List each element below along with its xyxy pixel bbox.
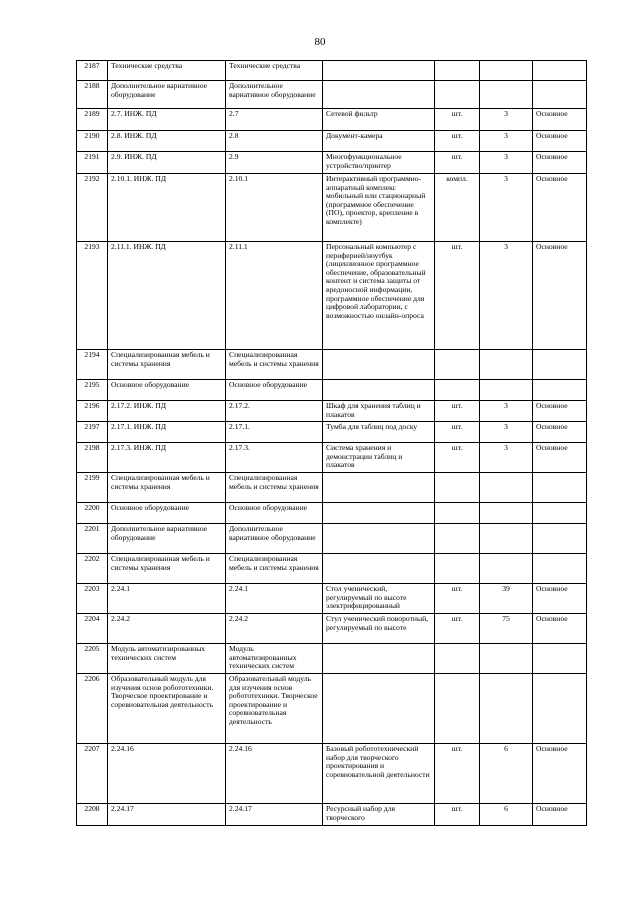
item-name-cell: 2.17.2. ИНЖ. ПД (108, 401, 226, 422)
item-code-cell: 2.7 (226, 109, 323, 131)
quantity-cell (480, 81, 533, 109)
item-description-cell (323, 81, 435, 109)
row-number-cell: 2199 (77, 473, 108, 503)
unit-cell: шт. (435, 131, 480, 152)
quantity-cell (480, 674, 533, 744)
item-code-cell: 2.10.1 (226, 174, 323, 242)
unit-cell: шт. (435, 242, 480, 350)
unit-cell: шт. (435, 152, 480, 174)
quantity-cell (480, 503, 533, 524)
table-row (77, 503, 587, 524)
table-row (77, 401, 587, 422)
unit-cell: шт. (435, 401, 480, 422)
quantity-cell: 39 (480, 584, 533, 614)
row-number-cell: 2205 (77, 644, 108, 674)
item-code-cell: Модуль автоматизированных технических систем (226, 644, 323, 674)
equipment-type-cell: Основное (533, 584, 587, 614)
equipment-type-cell: Основное (533, 131, 587, 152)
item-code-cell: Специализированная мебель и системы хранения (226, 473, 323, 503)
item-code-cell: Образовательный модуль для изучения основ робототехники. Творческое проектирование и соревновательная деятельность (226, 674, 323, 744)
unit-cell (435, 644, 480, 674)
item-description-cell: Многофункциональное устройство/принтер (323, 152, 435, 174)
equipment-type-cell (533, 524, 587, 554)
item-description-cell (323, 524, 435, 554)
item-description-cell (323, 350, 435, 380)
row-number-cell: 2206 (77, 674, 108, 744)
row-number-cell: 2201 (77, 524, 108, 554)
equipment-type-cell (533, 503, 587, 524)
unit-cell (435, 380, 480, 401)
row-number-cell: 2189 (77, 109, 108, 131)
equipment-type-cell: Основное (533, 152, 587, 174)
item-code-cell: Основное оборудование (226, 503, 323, 524)
item-description-cell: Стол ученический, регулируемый по высоте электрифицированный (323, 584, 435, 614)
unit-cell (435, 61, 480, 81)
item-description-cell: Сетевой фильтр (323, 109, 435, 131)
row-number-cell: 2192 (77, 174, 108, 242)
table-row (77, 109, 587, 131)
quantity-cell: 6 (480, 744, 533, 804)
item-description-cell (323, 503, 435, 524)
equipment-type-cell: Основное (533, 422, 587, 443)
item-name-cell: 2.17.3. ИНЖ. ПД (108, 443, 226, 473)
equipment-type-cell (533, 81, 587, 109)
item-code-cell: 2.24.1 (226, 584, 323, 614)
quantity-cell: 3 (480, 131, 533, 152)
equipment-type-cell: Основное (533, 443, 587, 473)
item-name-cell: 2.7. ИНЖ. ПД (108, 109, 226, 131)
quantity-cell (480, 524, 533, 554)
row-number-cell: 2208 (77, 804, 108, 826)
row-number-cell: 2197 (77, 422, 108, 443)
equipment-type-cell: Основное (533, 401, 587, 422)
item-description-cell: Стул ученический поворотный, регулируемый по высоте (323, 614, 435, 644)
table-row (77, 152, 587, 174)
table-row (77, 804, 587, 826)
item-description-cell: Персональный компьютер с периферией/ноутбук (лицензионное программное обеспечение, образовательный контент и система защиты от вредоносной информации, программное обеспечение для цифровой лаборатории, с возможностью онлайн-опроса (323, 242, 435, 350)
table-row (77, 131, 587, 152)
item-description-cell: Ресурсный набор для творческого (323, 804, 435, 826)
unit-cell: шт. (435, 744, 480, 804)
unit-cell (435, 350, 480, 380)
item-name-cell: 2.24.16 (108, 744, 226, 804)
item-description-cell (323, 554, 435, 584)
item-description-cell: Интерактивный программно-аппаратный комплекс мобильный или стационарный (программное обеспечение (ПО), проектор, крепление в комплекте) (323, 174, 435, 242)
equipment-type-cell (533, 554, 587, 584)
item-name-cell: Дополнительное вариативное оборудование (108, 524, 226, 554)
table-row (77, 524, 587, 554)
item-name-cell: 2.24.17 (108, 804, 226, 826)
item-code-cell: Основное оборудование (226, 380, 323, 401)
row-number-cell: 2207 (77, 744, 108, 804)
item-name-cell: 2.9. ИНЖ. ПД (108, 152, 226, 174)
item-name-cell: 2.24.1 (108, 584, 226, 614)
item-code-cell: Специализированная мебель и системы хранения (226, 554, 323, 584)
item-code-cell: 2.17.3. (226, 443, 323, 473)
row-number-cell: 2198 (77, 443, 108, 473)
row-number-cell: 2204 (77, 614, 108, 644)
equipment-type-cell (533, 674, 587, 744)
row-number-cell: 2195 (77, 380, 108, 401)
quantity-cell (480, 61, 533, 81)
table-row (77, 644, 587, 674)
equipment-type-cell: Основное (533, 242, 587, 350)
equipment-type-cell: Основное (533, 614, 587, 644)
item-code-cell: 2.8 (226, 131, 323, 152)
item-name-cell: 2.11.1. ИНЖ. ПД (108, 242, 226, 350)
table-body (77, 61, 587, 826)
item-name-cell: Основное оборудование (108, 380, 226, 401)
unit-cell: шт. (435, 584, 480, 614)
item-name-cell: Специализированная мебель и системы хранения (108, 350, 226, 380)
row-number-cell: 2200 (77, 503, 108, 524)
table-row (77, 584, 587, 614)
table-row (77, 81, 587, 109)
equipment-table (76, 60, 587, 826)
item-description-cell: Документ-камера (323, 131, 435, 152)
item-description-cell: Шкаф для хранения таблиц и плакатов (323, 401, 435, 422)
row-number-cell: 2191 (77, 152, 108, 174)
item-name-cell: Дополнительное вариативное оборудование (108, 81, 226, 109)
table-row (77, 422, 587, 443)
item-name-cell: Специализированная мебель и системы хранения (108, 473, 226, 503)
unit-cell (435, 674, 480, 744)
item-name-cell: 2.17.1. ИНЖ. ПД (108, 422, 226, 443)
item-description-cell: Тумба для таблиц под доску (323, 422, 435, 443)
page-number: 80 (314, 36, 326, 48)
unit-cell (435, 503, 480, 524)
equipment-type-cell: Основное (533, 174, 587, 242)
row-number-cell: 2194 (77, 350, 108, 380)
table-row (77, 614, 587, 644)
table-row (77, 242, 587, 350)
unit-cell (435, 81, 480, 109)
table-row (77, 554, 587, 584)
unit-cell: шт. (435, 804, 480, 826)
quantity-cell (480, 644, 533, 674)
quantity-cell: 3 (480, 422, 533, 443)
unit-cell (435, 473, 480, 503)
item-name-cell: Образовательный модуль для изучения основ робототехники. Творческое проектирование и соревновательная деятельность (108, 674, 226, 744)
item-code-cell: Дополнительное вариативное оборудование (226, 524, 323, 554)
unit-cell (435, 524, 480, 554)
table-row (77, 61, 587, 81)
equipment-type-cell (533, 380, 587, 401)
quantity-cell (480, 380, 533, 401)
item-name-cell: 2.24.2 (108, 614, 226, 644)
table-row (77, 443, 587, 473)
table-row (77, 380, 587, 401)
quantity-cell: 3 (480, 443, 533, 473)
quantity-cell: 3 (480, 174, 533, 242)
unit-cell: шт. (435, 443, 480, 473)
item-description-cell (323, 473, 435, 503)
item-name-cell: Специализированная мебель и системы хранения (108, 554, 226, 584)
unit-cell (435, 554, 480, 584)
item-code-cell: Технические средства (226, 61, 323, 81)
unit-cell: шт. (435, 109, 480, 131)
item-code-cell: 2.24.2 (226, 614, 323, 644)
item-name-cell: Основное оборудование (108, 503, 226, 524)
item-code-cell: 2.24.17 (226, 804, 323, 826)
row-number-cell: 2190 (77, 131, 108, 152)
table-row (77, 473, 587, 503)
item-code-cell: Специализированная мебель и системы хранения (226, 350, 323, 380)
quantity-cell: 3 (480, 109, 533, 131)
row-number-cell: 2187 (77, 61, 108, 81)
equipment-type-cell: Основное (533, 804, 587, 826)
item-description-cell (323, 674, 435, 744)
item-description-cell (323, 380, 435, 401)
equipment-type-cell: Основное (533, 109, 587, 131)
item-code-cell: Дополнительное вариативное оборудование (226, 81, 323, 109)
item-name-cell: 2.10.1. ИНЖ. ПД (108, 174, 226, 242)
quantity-cell: 6 (480, 804, 533, 826)
row-number-cell: 2202 (77, 554, 108, 584)
unit-cell: компл. (435, 174, 480, 242)
quantity-cell: 3 (480, 152, 533, 174)
equipment-type-cell (533, 350, 587, 380)
item-description-cell: Базовый робототехнический набор для творческого проектирования и соревновательной деятельности (323, 744, 435, 804)
item-description-cell (323, 61, 435, 81)
unit-cell: шт. (435, 614, 480, 644)
item-code-cell: 2.17.2. (226, 401, 323, 422)
row-number-cell: 2203 (77, 584, 108, 614)
quantity-cell (480, 473, 533, 503)
table-row (77, 174, 587, 242)
item-code-cell: 2.24.16 (226, 744, 323, 804)
row-number-cell: 2193 (77, 242, 108, 350)
quantity-cell (480, 350, 533, 380)
table-row (77, 744, 587, 804)
item-code-cell: 2.11.1 (226, 242, 323, 350)
item-name-cell: Модуль автоматизированных технических систем (108, 644, 226, 674)
row-number-cell: 2188 (77, 81, 108, 109)
equipment-type-cell (533, 644, 587, 674)
quantity-cell: 75 (480, 614, 533, 644)
table-row (77, 350, 587, 380)
unit-cell: шт. (435, 422, 480, 443)
quantity-cell (480, 554, 533, 584)
item-description-cell (323, 644, 435, 674)
item-name-cell: 2.8. ИНЖ. ПД (108, 131, 226, 152)
quantity-cell: 3 (480, 401, 533, 422)
item-code-cell: 2.9 (226, 152, 323, 174)
item-description-cell: Система хранения и демонстрации таблиц и плакатов (323, 443, 435, 473)
item-name-cell: Технические средства (108, 61, 226, 81)
equipment-type-cell (533, 61, 587, 81)
item-code-cell: 2.17.1. (226, 422, 323, 443)
table-row (77, 674, 587, 744)
equipment-type-cell (533, 473, 587, 503)
row-number-cell: 2196 (77, 401, 108, 422)
equipment-type-cell: Основное (533, 744, 587, 804)
quantity-cell: 3 (480, 242, 533, 350)
